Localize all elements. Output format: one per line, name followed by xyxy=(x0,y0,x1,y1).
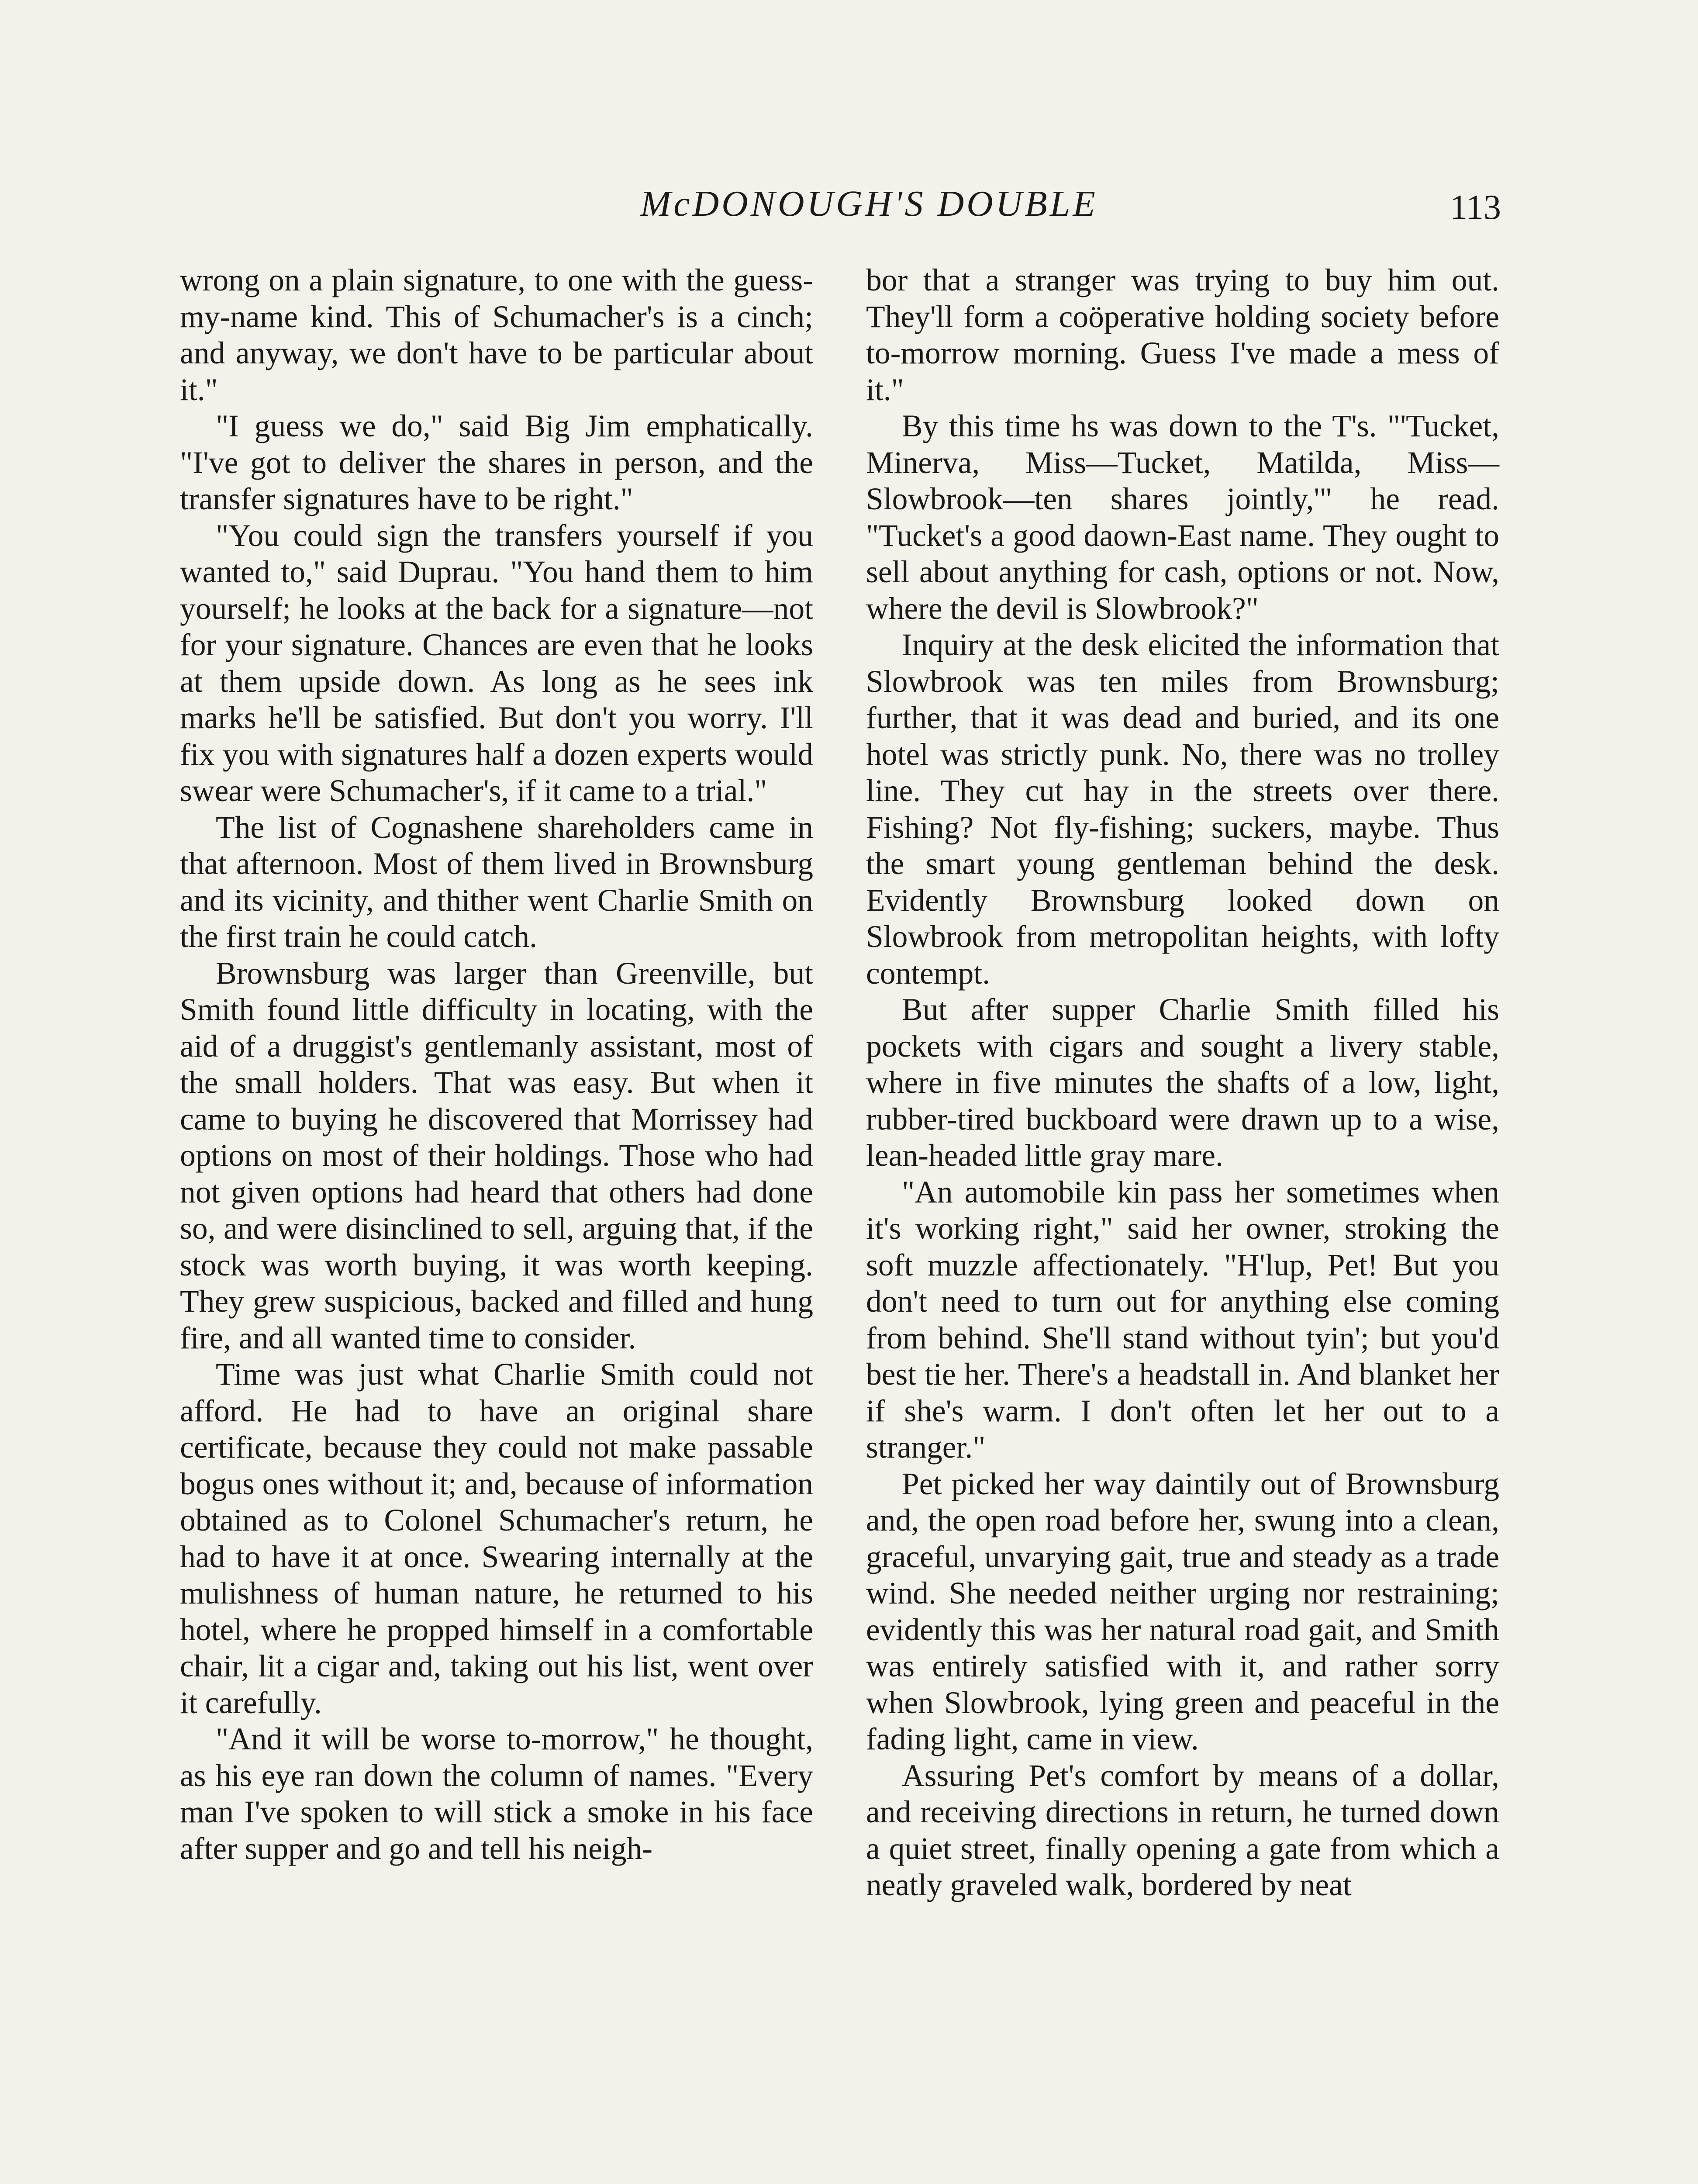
paragraph: Inquiry at the desk elicited the information that Slowbrook was ten miles from Brownsburg; further, that it was dead and buried, and its one hotel was strictly punk. No, there was no trolley line. They cut hay in the streets over there. Fishing? Not fly-fishing; suckers, maybe. Thus the smart young gentleman behind the desk. Evidently Brownsburg looked down on Slowbrook from metropolitan heights, with lofty contempt. xyxy=(866,628,1499,991)
paragraph: Pet picked her way daintily out of Brownsburg and, the open road before her, swung into a clean, graceful, unvarying gait, true and steady as a trade wind. She needed neither urging nor restraining; evidently this was her natural road gait, and Smith was entirely satisfied with it, and rather sorry when Slowbrook, lying green and peaceful in the fading light, came in view. xyxy=(866,1466,1499,1756)
paragraph: wrong on a plain signature, to one with the guess-my-name kind. This of Schumacher's is a cinch; and anyway, we don't have to be particular about it." xyxy=(180,263,813,407)
paragraph: By this time hs was down to the T's. "'Tucket, Minerva, Miss—Tucket, Matilda, Miss—Slowbrook—ten shares jointly,'" he read. "Tucket's a good daown-East name. They ought to sell about anything for cash, options or not. Now, where the devil is Slowbrook?" xyxy=(866,409,1499,626)
paragraph: But after supper Charlie Smith filled his pockets with cigars and sought a livery stable, where in five minutes the shafts of a low, light, rubber-tired buckboard were drawn up to a wise, lean-headed little gray mare. xyxy=(866,992,1499,1173)
paragraph: The list of Cognashene shareholders came in that afternoon. Most of them lived in Brownsburg and its vicinity, and thither went Charlie Smith on the first train he could catch. xyxy=(180,810,813,954)
running-title: McDONOUGH'S DOUBLE xyxy=(640,183,1098,224)
paragraph: bor that a stranger was trying to buy him out. They'll form a coöperative holding society before to-morrow morning. Guess I've made a mess of it." xyxy=(866,263,1499,407)
paragraph: Assuring Pet's comfort by means of a dollar, and receiving directions in return, he turned down a quiet street, finally opening a gate from which a neatly graveled walk, bordered by neat xyxy=(866,1758,1499,1902)
paragraph: "An automobile kin pass her sometimes when it's working right," said her owner, stroking the soft muzzle affectionately. "H'lup, Pet! But you don't need to turn out for anything else coming from behind. She'll stand without tyin'; but you'd best tie her. There's a headstall in. And blanket her if she's warm. I don't often let her out to a stranger." xyxy=(866,1175,1499,1465)
paragraph: "You could sign the transfers yourself if you wanted to," said Duprau. "You hand them to him yourself; he looks at the back for a signature—not for your signature. Chances are even that he looks at them upside down. As long as he sees ink marks he'll be satisfied. But don't you worry. I'll fix you with signatures half a dozen experts would swear were Schumacher's, if it came to a trial." xyxy=(180,518,813,808)
page-number: 113 xyxy=(1450,188,1501,227)
right-column xyxy=(866,262,1499,1904)
paragraph: Brownsburg was larger than Greenville, but Smith found little difficulty in locating, with the aid of a druggist's gentlemanly assistant, most of the small holders. That was easy. But when it came to buying he discovered that Morrissey had options on most of their holdings. Those who had not given options had heard that others had done so, and were disinclined to sell, arguing that, if the stock was worth buying, it was worth keeping. They grew suspicious, backed and filled and hung fire, and all wanted time to consider. xyxy=(180,956,813,1355)
left-column xyxy=(180,262,813,1867)
paragraph: "And it will be worse to-morrow," he thought, as his eye ran down the column of names. "Every man I've spoken to will stick a smoke in his face after supper and go and tell his neigh- xyxy=(180,1722,813,1866)
paragraph: "I guess we do," said Big Jim emphatically. "I've got to deliver the shares in person, and the transfer signatures have to be right." xyxy=(180,409,813,516)
paragraph: Time was just what Charlie Smith could not afford. He had to have an original share certificate, because they could not make passable bogus ones without it; and, because of information obtained as to Colonel Schumacher's return, he had to have it at once. Swearing internally at the mulishness of human nature, he returned to his hotel, where he propped himself in a comfortable chair, lit a cigar and, taking out his list, went over it carefully. xyxy=(180,1357,813,1720)
